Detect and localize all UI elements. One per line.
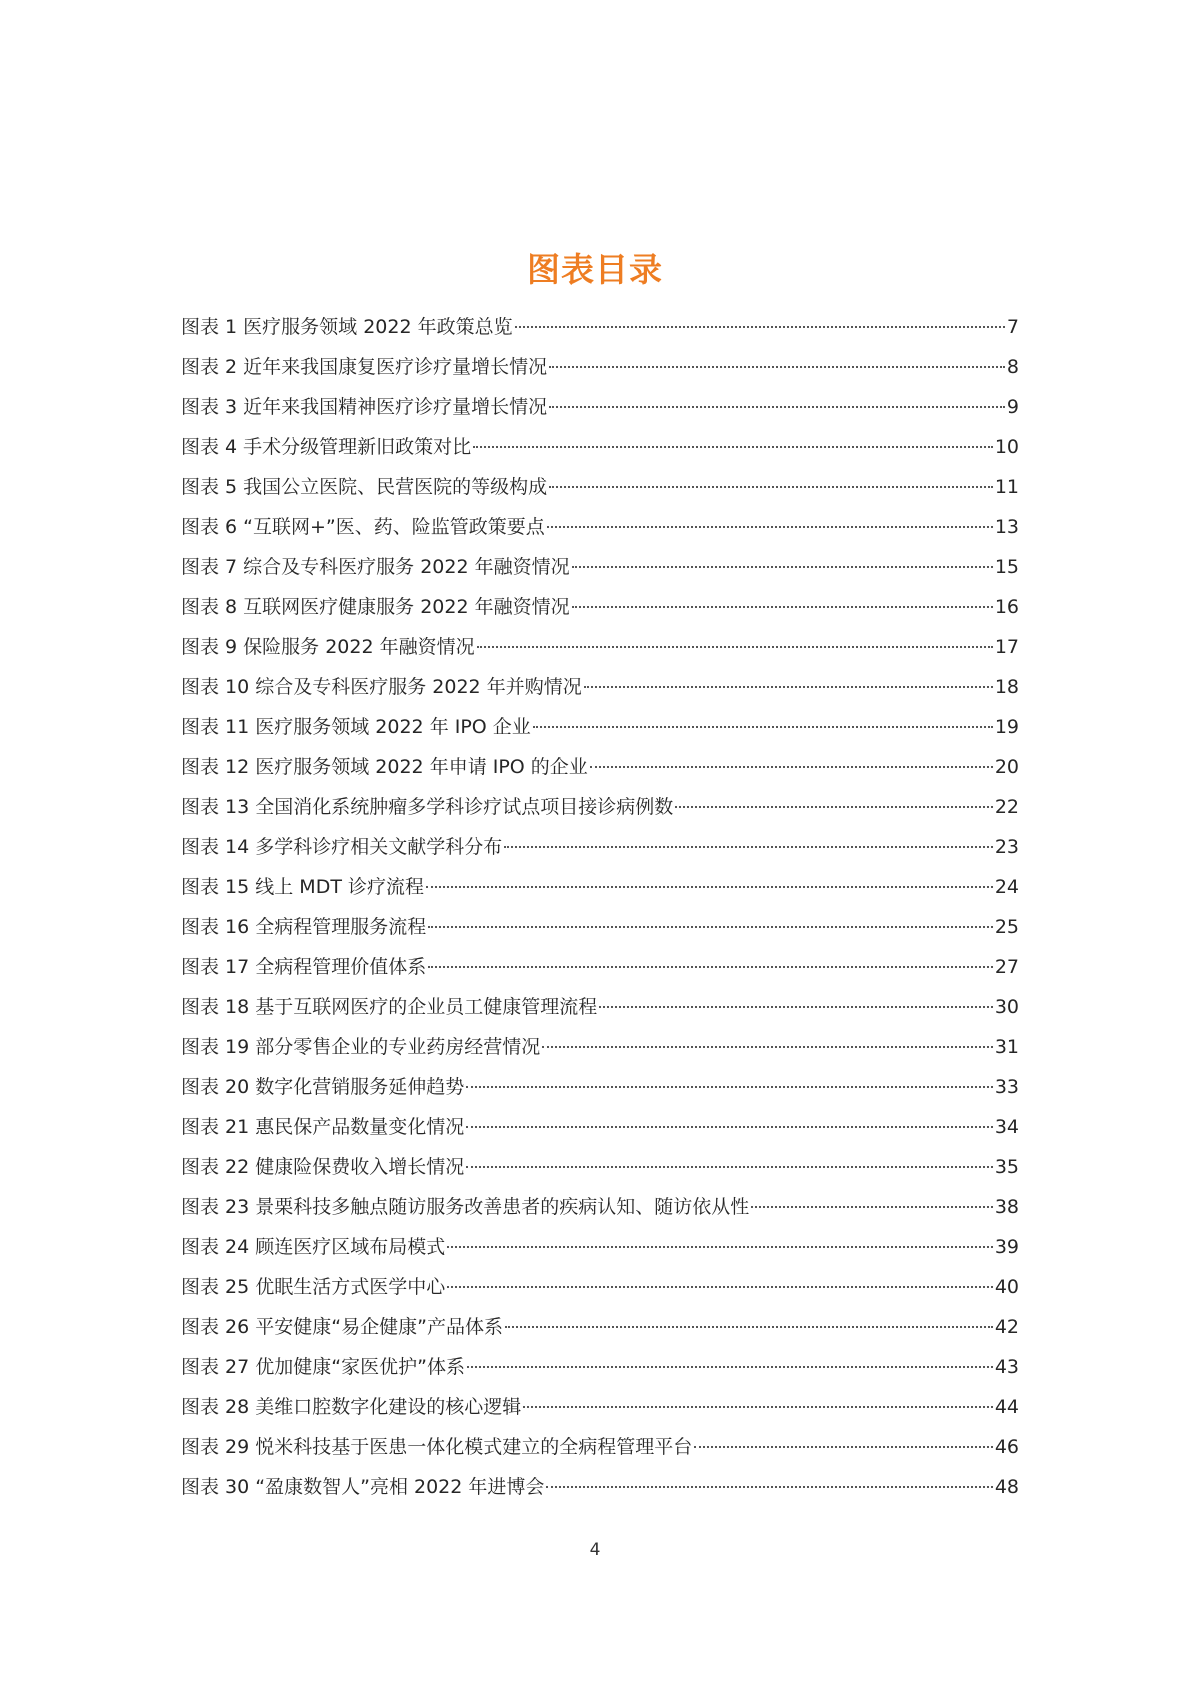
toc-entry-label: 图表 15 线上 MDT 诊疗流程 — [181, 876, 424, 898]
toc-entry-label: 图表 23 景栗科技多触点随访服务改善患者的疾病认知、随访依从性 — [181, 1196, 750, 1218]
toc-dot-leader — [515, 326, 1005, 328]
toc-dot-leader — [549, 366, 1005, 368]
toc-entry-label: 图表 11 医疗服务领域 2022 年 IPO 企业 — [181, 716, 531, 738]
toc-dot-leader — [504, 846, 993, 848]
toc-entry-page-number: 20 — [994, 756, 1019, 778]
toc-entry-label: 图表 16 全病程管理服务流程 — [181, 916, 427, 938]
toc-entry[interactable] — [181, 1187, 1019, 1227]
toc-entry-label: 图表 5 我国公立医院、民营医院的等级构成 — [181, 476, 548, 498]
toc-entry[interactable] — [181, 907, 1019, 947]
toc-entry-page-number: 30 — [994, 996, 1019, 1018]
toc-entry-page-number: 23 — [994, 836, 1019, 858]
toc-dot-leader — [467, 1366, 993, 1368]
toc-dot-leader — [547, 526, 993, 528]
toc-entry-label: 图表 25 优眠生活方式医学中心 — [181, 1276, 446, 1298]
toc-entry[interactable] — [181, 1107, 1019, 1147]
toc-entry[interactable] — [181, 667, 1019, 707]
toc-dot-leader — [466, 1086, 993, 1088]
toc-dot-leader — [428, 966, 993, 968]
toc-entry-page-number: 44 — [994, 1396, 1019, 1418]
toc-entry[interactable] — [181, 1307, 1019, 1347]
toc-entry[interactable] — [181, 347, 1019, 387]
toc-dot-leader — [549, 486, 993, 488]
toc-entry-page-number: 24 — [994, 876, 1019, 898]
toc-entry-page-number: 38 — [994, 1196, 1019, 1218]
toc-entry-label: 图表 13 全国消化系统肿瘤多学科诊疗试点项目接诊病例数 — [181, 796, 674, 818]
toc-entry[interactable] — [181, 747, 1019, 787]
toc-entry-page-number: 13 — [994, 516, 1019, 538]
toc-dot-leader — [505, 1326, 993, 1328]
toc-entry[interactable] — [181, 1467, 1019, 1507]
toc-entry[interactable] — [181, 1227, 1019, 1267]
toc-entry-label: 图表 9 保险服务 2022 年融资情况 — [181, 636, 475, 658]
toc-entry-label: 图表 10 综合及专科医疗服务 2022 年并购情况 — [181, 676, 582, 698]
toc-entry-page-number: 34 — [994, 1116, 1019, 1138]
toc-entry-page-number: 10 — [994, 436, 1019, 458]
toc-entry-page-number: 15 — [994, 556, 1019, 578]
toc-entry-page-number: 27 — [994, 956, 1019, 978]
toc-entry-label: 图表 14 多学科诊疗相关文献学科分布 — [181, 836, 503, 858]
toc-entry-page-number: 25 — [994, 916, 1019, 938]
toc-entry-label: 图表 28 美维口腔数字化建设的核心逻辑 — [181, 1396, 522, 1418]
toc-entry-label: 图表 7 综合及专科医疗服务 2022 年融资情况 — [181, 556, 570, 578]
toc-entry[interactable] — [181, 467, 1019, 507]
toc-entry-page-number: 11 — [994, 476, 1019, 498]
toc-entry-page-number: 17 — [994, 636, 1019, 658]
toc-dot-leader — [584, 686, 993, 688]
toc-entry-page-number: 46 — [994, 1436, 1019, 1458]
toc-entry[interactable] — [181, 387, 1019, 427]
toc-entry[interactable] — [181, 587, 1019, 627]
toc-dot-leader — [447, 1286, 993, 1288]
toc-entry[interactable] — [181, 867, 1019, 907]
toc-entry[interactable] — [181, 427, 1019, 467]
toc-entry[interactable] — [181, 627, 1019, 667]
toc-entry[interactable] — [181, 707, 1019, 747]
toc-entry-label: 图表 3 近年来我国精神医疗诊疗量增长情况 — [181, 396, 548, 418]
toc-entry-page-number: 48 — [994, 1476, 1019, 1498]
toc-entry-page-number: 31 — [994, 1036, 1019, 1058]
toc-entry[interactable] — [181, 1067, 1019, 1107]
toc-entry-label: 图表 21 惠民保产品数量变化情况 — [181, 1116, 465, 1138]
toc-entry-label: 图表 1 医疗服务领域 2022 年政策总览 — [181, 316, 513, 338]
toc-dot-leader — [694, 1446, 993, 1448]
toc-entry-page-number: 8 — [1006, 356, 1019, 378]
page-number: 4 — [589, 1540, 601, 1560]
toc-dot-leader — [426, 886, 993, 888]
toc-entry[interactable] — [181, 1267, 1019, 1307]
toc-dot-leader — [599, 1006, 993, 1008]
toc-entry-page-number: 18 — [994, 676, 1019, 698]
toc-entry-page-number: 16 — [994, 596, 1019, 618]
toc-entry-page-number: 9 — [1006, 396, 1019, 418]
toc-dot-leader — [428, 926, 993, 928]
toc-entry-label: 图表 29 悦米科技基于医患一体化模式建立的全病程管理平台 — [181, 1436, 693, 1458]
toc-dot-leader — [542, 1046, 993, 1048]
toc-entry-label: 图表 18 基于互联网医疗的企业员工健康管理流程 — [181, 996, 598, 1018]
toc-dot-leader — [473, 446, 993, 448]
toc-entry-label: 图表 8 互联网医疗健康服务 2022 年融资情况 — [181, 596, 570, 618]
toc-entry[interactable] — [181, 507, 1019, 547]
toc-dot-leader — [751, 1206, 993, 1208]
toc-entry[interactable] — [181, 787, 1019, 827]
toc-entry[interactable] — [181, 1387, 1019, 1427]
toc-entry[interactable] — [181, 987, 1019, 1027]
toc-entry[interactable] — [181, 1027, 1019, 1067]
toc-entry[interactable] — [181, 547, 1019, 587]
toc-entry-page-number: 35 — [994, 1156, 1019, 1178]
toc-entry[interactable] — [181, 307, 1019, 347]
toc-dot-leader — [466, 1166, 993, 1168]
toc-entry-label: 图表 27 优加健康“家医优护”体系 — [181, 1356, 465, 1378]
toc-dot-leader — [590, 766, 993, 768]
page-title: 图表目录 — [527, 250, 663, 290]
toc-dot-leader — [466, 1126, 993, 1128]
toc-entry[interactable] — [181, 1347, 1019, 1387]
toc-entry[interactable] — [181, 947, 1019, 987]
toc-entry-label: 图表 6 “互联网+”医、药、险监管政策要点 — [181, 516, 545, 538]
toc-entry[interactable] — [181, 827, 1019, 867]
toc-entry[interactable] — [181, 1147, 1019, 1187]
toc-dot-leader — [533, 726, 993, 728]
toc-entry-page-number: 19 — [994, 716, 1019, 738]
toc-dot-leader — [572, 566, 993, 568]
toc-entry-page-number: 33 — [994, 1076, 1019, 1098]
toc-entry-page-number: 39 — [994, 1236, 1019, 1258]
toc-entry[interactable] — [181, 1427, 1019, 1467]
toc-entry-label: 图表 20 数字化营销服务延伸趋势 — [181, 1076, 465, 1098]
toc-dot-leader — [447, 1246, 993, 1248]
toc-entry-label: 图表 17 全病程管理价值体系 — [181, 956, 427, 978]
toc-entry-label: 图表 19 部分零售企业的专业药房经营情况 — [181, 1036, 541, 1058]
toc-dot-leader — [477, 646, 993, 648]
toc-entry-page-number: 7 — [1006, 316, 1019, 338]
table-of-figures — [181, 307, 1019, 1507]
toc-entry-label: 图表 4 手术分级管理新旧政策对比 — [181, 436, 472, 458]
toc-entry-page-number: 43 — [994, 1356, 1019, 1378]
toc-dot-leader — [523, 1406, 993, 1408]
toc-entry-page-number: 22 — [994, 796, 1019, 818]
toc-dot-leader — [675, 806, 993, 808]
toc-entry-label: 图表 12 医疗服务领域 2022 年申请 IPO 的企业 — [181, 756, 588, 778]
toc-entry-label: 图表 2 近年来我国康复医疗诊疗量增长情况 — [181, 356, 548, 378]
toc-entry-label: 图表 24 顾连医疗区域布局模式 — [181, 1236, 446, 1258]
toc-dot-leader — [549, 406, 1005, 408]
toc-entry-label: 图表 30 “盈康数智人”亮相 2022 年进博会 — [181, 1476, 545, 1498]
toc-entry-label: 图表 22 健康险保费收入增长情况 — [181, 1156, 465, 1178]
toc-entry-page-number: 42 — [994, 1316, 1019, 1338]
toc-dot-leader — [572, 606, 993, 608]
toc-dot-leader — [546, 1486, 992, 1488]
toc-entry-page-number: 40 — [994, 1276, 1019, 1298]
toc-entry-label: 图表 26 平安健康“易企健康”产品体系 — [181, 1316, 503, 1338]
